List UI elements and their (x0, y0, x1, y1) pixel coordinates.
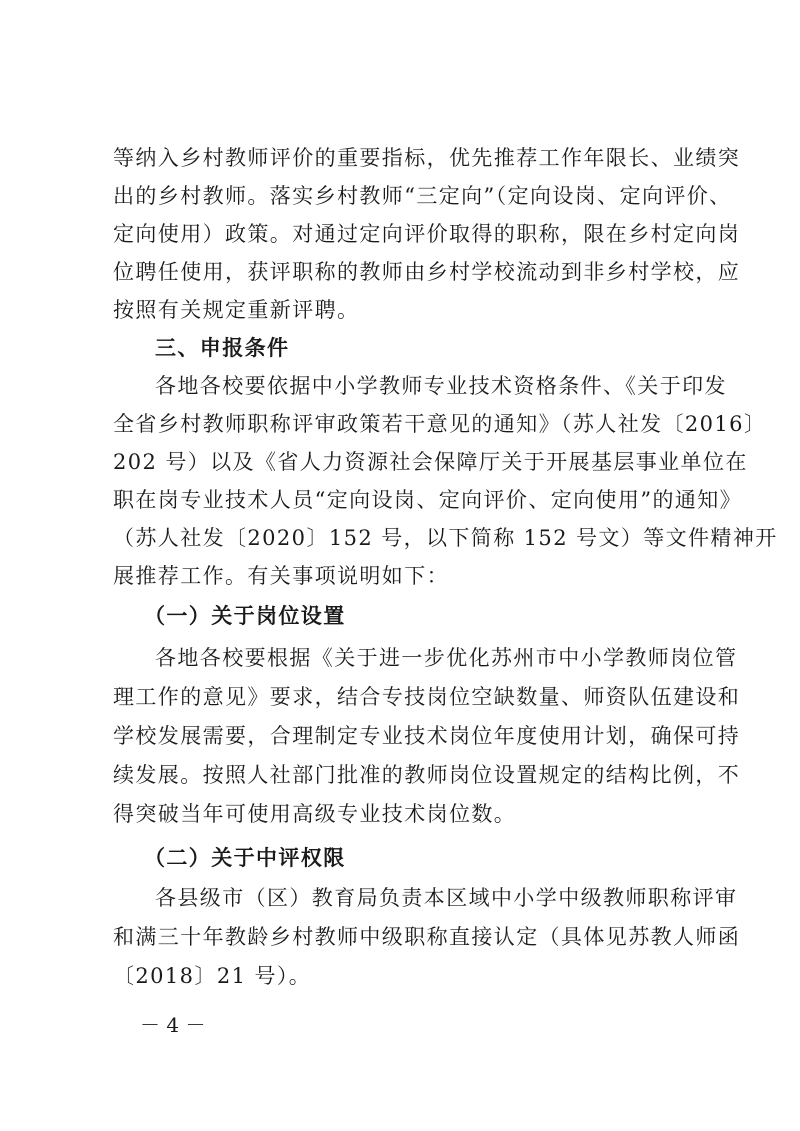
paragraph-3-line-5: 得突破当年可使用高级专业技术岗位数。 (113, 802, 517, 826)
paragraph-1-line-4: 位聘任使用，获评职称的教师由乡村学校流动到非乡村学校，应 (113, 260, 741, 284)
paragraph-2-line-1: 各地各校要依据中小学教师专业技术资格条件、《关于印发 (155, 374, 727, 398)
paragraph-1-line-5: 按照有关规定重新评聘。 (113, 298, 360, 322)
paragraph-1-line-1: 等纳入乡村教师评价的重要指标，优先推荐工作年限长、业绩突 (113, 146, 741, 170)
paragraph-3-line-1: 各地各校要根据《关于进一步优化苏州市中小学教师岗位管 (155, 646, 738, 670)
paragraph-3-line-4: 续发展。按照人社部门批准的教师岗位设置规定的结构比例，不 (113, 763, 741, 787)
paragraph-4-line-1: 各县级市（区）教育局负责本区域中小学中级教师职称评审 (155, 886, 738, 910)
paragraph-1-line-3: 定向使用）政策。对通过定向评价取得的职称，限在乡村定向岗 (113, 222, 741, 246)
paragraph-1-line-2: 出的乡村教师。落实乡村教师“三定向”（定向设岗、定向评价、 (113, 184, 732, 208)
paragraph-2-line-2: 全省乡村教师职称评审政策若干意见的通知》（苏人社发〔2016〕 (113, 412, 767, 436)
section-heading: 三、申报条件 (155, 335, 290, 360)
page-number: － 4 － (140, 1013, 206, 1037)
paragraph-3-line-2: 理工作的意见》要求，结合专技岗位空缺数量、师资队伍建设和 (113, 685, 741, 709)
paragraph-4-line-2: 和满三十年教龄乡村教师中级职称直接认定（具体见苏教人师函 (113, 925, 741, 949)
paragraph-2-line-3: 202 号）以及《省人力资源社会保障厅关于开展基层事业单位在 (113, 450, 748, 474)
paragraph-2-line-5: （苏人社发〔2020〕152 号，以下简称 152 号文）等文件精神开 (113, 526, 778, 550)
paragraph-4-line-3: 〔2018〕21 号）。 (113, 964, 312, 988)
subsection-heading-evaluation-authority: （二）关于中评权限 (144, 845, 346, 870)
paragraph-3-line-3: 学校发展需要，合理制定专业技术岗位年度使用计划，确保可持 (113, 724, 741, 748)
subsection-heading-positions: （一）关于岗位设置 (144, 603, 346, 628)
paragraph-2-line-6: 展推荐工作。有关事项说明如下： (113, 564, 449, 588)
paragraph-2-line-4: 职在岗专业技术人员“定向设岗、定向评价、定向使用”的通知》 (113, 488, 743, 512)
